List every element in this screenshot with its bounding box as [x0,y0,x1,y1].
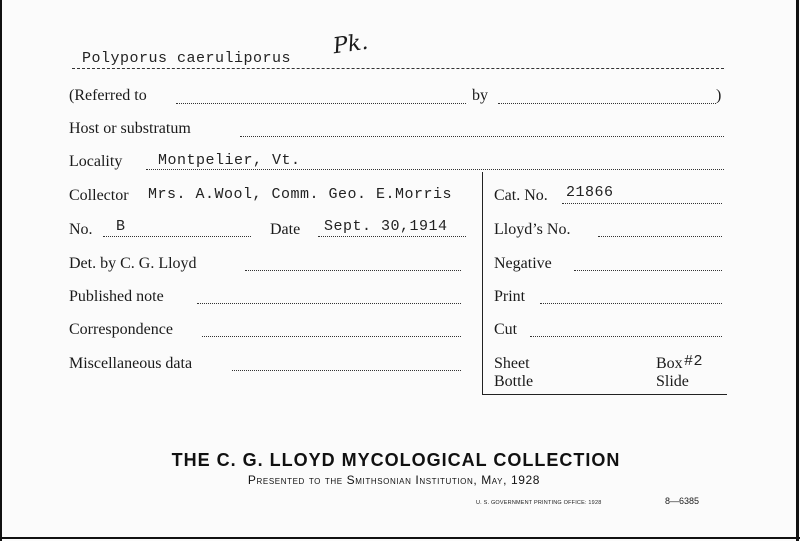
box-value: #2 [684,353,704,370]
referred-line [176,103,466,104]
date-label: Date [270,221,301,238]
correspondence-label: Correspondence [69,321,173,338]
det-label: Det. by C. G. Lloyd [69,255,197,272]
species-name: Polyporus caeruliporus [82,50,292,67]
locality-line [146,169,724,170]
locality-label: Locality [69,153,123,170]
no-line [103,236,251,237]
printing-office-note: U. S. GOVERNMENT PRINTING OFFICE: 1928 [476,500,602,506]
misc-label: Miscellaneous data [69,355,193,372]
close-paren: ) [716,87,722,104]
slide-label: Slide [656,373,689,390]
misc-line [232,370,461,371]
date-line [318,236,466,237]
correspondence-line [202,336,461,337]
print-line [540,303,722,304]
date-value: Sept. 30,1914 [324,218,448,235]
det-line [245,270,461,271]
negative-label: Negative [494,255,552,272]
bottle-label: Bottle [494,373,534,390]
form-code: 8—6385 [665,496,700,506]
no-value: B [116,218,126,235]
locality-value: Montpelier, Vt. [158,152,301,169]
bottom-scan-edge [0,537,800,539]
cat-label: Cat. No. [494,187,548,204]
collector-value: Mrs. A.Wool, Comm. Geo. E.Morris [148,186,453,203]
cat-line [562,203,722,204]
collector-label: Collector [69,187,129,204]
lloyds-line [598,236,722,237]
collection-title: THE C. G. LLOYD MYCOLOGICAL COLLECTION [171,450,621,470]
lloyds-label: Lloyd’s No. [494,221,571,238]
host-line [240,136,724,137]
species-annotation: Pk. [331,29,370,60]
referred-label: (Referred to [69,87,147,104]
negative-line [574,270,722,271]
cut-line [530,336,722,337]
box-label: Box [656,355,683,372]
print-label: Print [494,288,526,305]
species-line [72,68,724,69]
cut-label: Cut [494,321,518,338]
published-label: Published note [69,288,164,305]
cat-value: 21866 [566,184,614,201]
published-line [197,303,461,304]
right-scan-edge [796,0,799,541]
host-label: Host or substratum [69,120,191,137]
by-line [498,103,716,104]
by-label: by [472,87,488,104]
no-label: No. [69,221,93,238]
sheet-label: Sheet [494,355,530,372]
collection-subtitle: Presented to the Smithsonian Institution, May, 1928 [247,473,541,487]
